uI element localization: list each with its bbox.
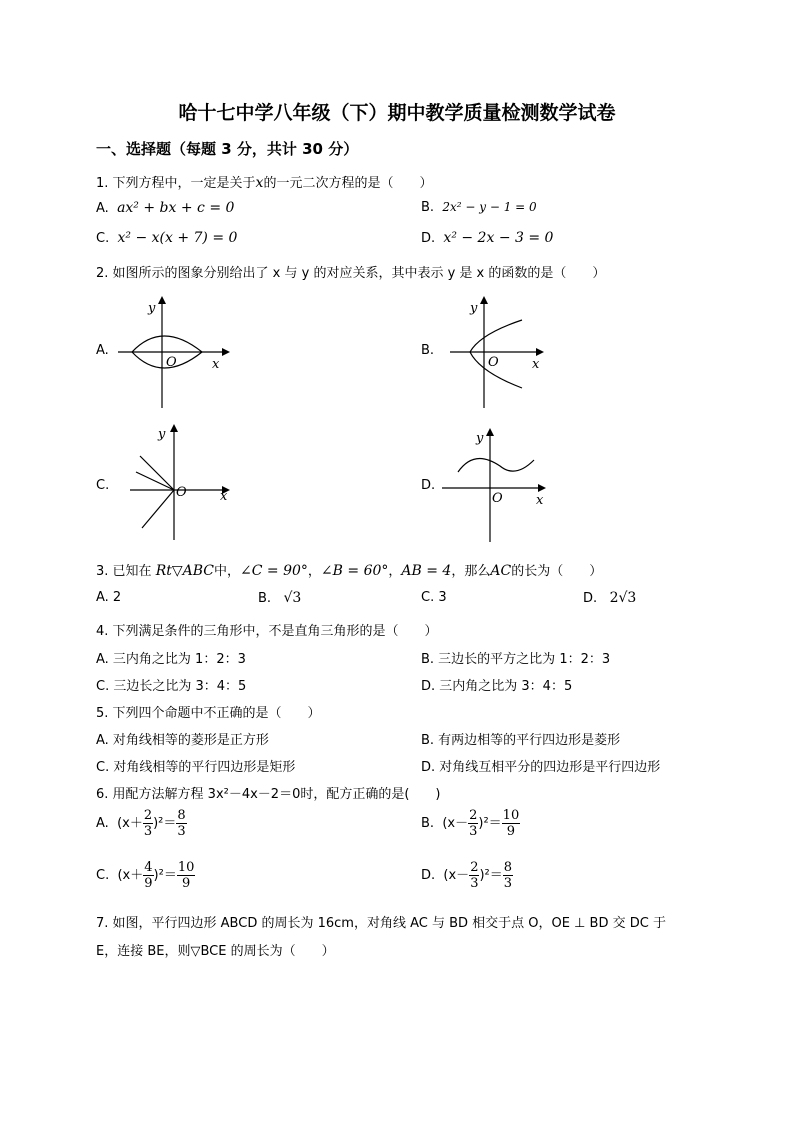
question-3-condition: AB = 4 [401, 563, 452, 579]
question-6-option-b [421, 808, 520, 839]
option-text: √3 [283, 590, 302, 606]
question-3-option-a: A. 2 [96, 590, 122, 605]
fraction: $\frac{2}{3}$ [469, 808, 478, 839]
question-4-stem: 4. 下列满足条件的三角形中，不是直角三角形的是（ ） [96, 624, 438, 639]
question-3-segment: AC [490, 563, 512, 579]
question-5-option-d: D. 对角线互相平分的四边形是平行四边形 [421, 760, 661, 775]
question-2-option-c-label: C. [96, 478, 110, 493]
fraction: $\frac{8}{3}$ [503, 860, 513, 891]
option-text: x² − 2x − 3 = 0 [443, 230, 554, 246]
question-4-option-d: D. 三内角之比为 3：4：5 [421, 679, 573, 694]
question-3-triangle: Rt▽ABC [155, 563, 214, 579]
fraction: $\frac{2}{3}$ [143, 808, 153, 839]
question-3-condition: ∠C = 90° [240, 563, 308, 579]
option-label: B. [258, 591, 272, 606]
question-6-stem: 6. 用配方法解方程 3x²－4x－2＝0时，配方正确的是( ) [96, 787, 441, 802]
question-6-option-c [96, 860, 195, 891]
origin-label: O [488, 355, 499, 370]
option-text: (x＋ [117, 868, 144, 883]
option-text: 2x² − y − 1 = 0 [442, 200, 537, 214]
question-1-option-a [96, 200, 234, 216]
fraction: $\frac{8}{3}$ [177, 808, 186, 839]
option-text: x² − x(x + 7) = 0 [117, 230, 238, 246]
question-1-stem [96, 172, 432, 191]
question-6-option-a [96, 808, 187, 839]
option-label: C. [96, 231, 110, 246]
question-2-stem: 2. 如图所示的图象分别给出了 x 与 y 的对应关系，其中表示 y 是 x 的函数的是（ ） [96, 266, 606, 281]
page-title: 哈十七中学八年级（下）期中教学质量检测数学试卷 [178, 102, 616, 124]
option-text: )²＝ [153, 868, 177, 883]
option-label: D. [421, 231, 436, 246]
option-label: A. [96, 201, 109, 216]
question-6-option-d [421, 860, 513, 891]
y-axis-label: y [158, 427, 166, 442]
option-label: D. [421, 868, 436, 883]
question-2-graph-d [440, 424, 560, 546]
option-text: )²＝ [478, 816, 502, 831]
option-text: (x－ [443, 868, 470, 883]
question-3-option-d [583, 590, 636, 606]
question-2-option-a-label: A. [96, 343, 109, 358]
fraction: $\frac{4}{9}$ [144, 860, 153, 891]
x-axis-label: x [220, 489, 228, 504]
question-1-text-b: 的一元二次方程的是（ ） [263, 176, 433, 191]
origin-label: O [492, 491, 503, 506]
question-3-text: ，那么 [451, 564, 491, 579]
question-2-graph-b [440, 290, 570, 412]
option-label: D. [583, 591, 598, 606]
question-5-option-a: A. 对角线相等的菱形是正方形 [96, 733, 269, 748]
x-axis-label: x [532, 357, 540, 372]
fraction: $\frac{10}{9}$ [177, 860, 195, 891]
question-7-line-1: 7. 如图，平行四边形 ABCD 的周长为 16cm，对角线 AC 与 BD 相交于点 O，OE ⊥ BD 交 DC 于 [96, 916, 666, 931]
question-4-option-b: B. 三边长的平方之比为 1：2：3 [421, 652, 611, 667]
question-1-text-a: 1. 下列方程中，一定是关于 [96, 176, 256, 191]
fraction: $\frac{2}{3}$ [470, 860, 479, 891]
question-3-separator: ， [388, 564, 402, 579]
question-1-option-b [421, 200, 537, 215]
question-4-option-c: C. 三边长之比为 3：4：5 [96, 679, 247, 694]
question-4-option-a: A. 三内角之比为 1：2：3 [96, 652, 246, 667]
question-3-stem [96, 560, 602, 579]
y-axis-label: y [148, 301, 156, 316]
question-2-option-b-label: B. [421, 343, 435, 358]
option-text: (x＋ [117, 816, 143, 831]
option-text: )²＝ [153, 816, 177, 831]
option-label: C. [96, 868, 110, 883]
question-3-option-c: C. 3 [421, 590, 447, 605]
option-label: A. [96, 816, 109, 831]
option-text: )²＝ [479, 868, 503, 883]
question-3-option-b [258, 590, 301, 606]
question-3-text: 中， [214, 564, 241, 579]
question-2-graph-a [110, 290, 240, 412]
question-3-condition: ∠B = 60° [320, 563, 389, 579]
question-1-option-d [421, 230, 553, 246]
x-axis-label: x [536, 493, 544, 508]
option-label: B. [421, 816, 435, 831]
question-5-option-c: C. 对角线相等的平行四边形是矩形 [96, 760, 296, 775]
question-1-var: x [255, 175, 264, 191]
question-2-graph-c [120, 420, 250, 544]
option-text: (x－ [442, 816, 469, 831]
option-text: ax² + bx + c = 0 [117, 200, 235, 216]
question-2-option-d-label: D. [421, 478, 436, 493]
option-text: 2√3 [609, 590, 637, 606]
question-3-text: 的长为（ ） [511, 564, 603, 579]
origin-label: O [176, 485, 187, 500]
x-axis-label: x [212, 357, 220, 372]
question-5-stem: 5. 下列四个命题中不正确的是（ ） [96, 706, 321, 721]
question-3-text: 3. 已知在 [96, 564, 152, 579]
question-3-separator: ， [307, 564, 321, 579]
y-axis-label: y [476, 431, 484, 446]
fraction: $\frac{10}{9}$ [502, 808, 520, 839]
question-1-option-c [96, 230, 237, 246]
section-heading: 一、选择题（每题 3 分，共计 30 分） [96, 140, 359, 158]
option-label: B. [421, 200, 435, 215]
question-7-line-2: E，连接 BE，则▽BCE 的周长为（ ） [96, 944, 335, 959]
y-axis-label: y [470, 301, 478, 316]
origin-label: O [166, 355, 177, 370]
question-5-option-b: B. 有两边相等的平行四边形是菱形 [421, 733, 621, 748]
